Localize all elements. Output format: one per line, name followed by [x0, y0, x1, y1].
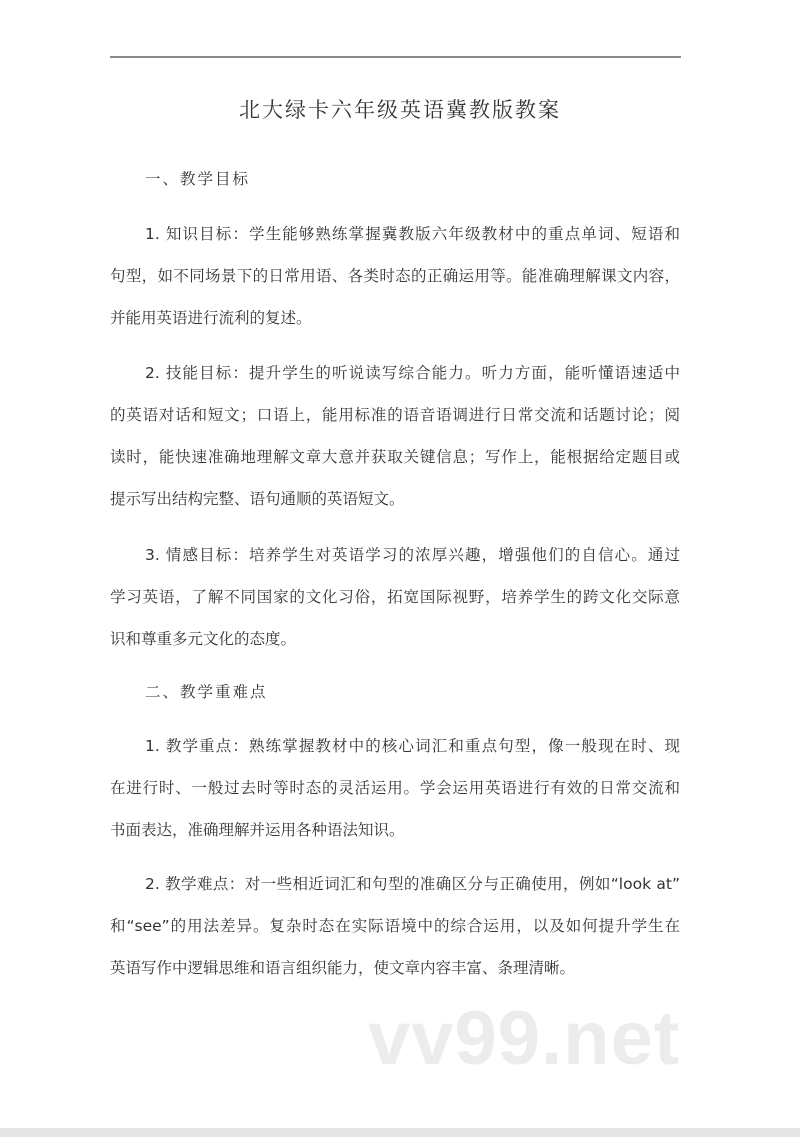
text-line: 2. 技能目标：提升学生的听说读写综合能力。听力方面，能听懂语速适中 [145, 364, 680, 382]
text-line: 识和尊重多元文化的态度。 [110, 630, 297, 648]
section-heading-objectives: 一、教学目标 [145, 170, 251, 188]
paragraph-knowledge-objective [110, 223, 680, 349]
text-line: 1. 教学重点：熟练掌握教材中的核心词汇和重点句型，像一般现在时、现 [145, 737, 680, 755]
section-heading-key-points: 二、教学重难点 [145, 683, 268, 701]
text-line: 学习英语，了解不同国家的文化习俗，拓宽国际视野，培养学生的跨文化交际意 [110, 588, 680, 606]
watermark: vv99.net [368, 996, 681, 1081]
text-line: 1. 知识目标：学生能够熟练掌握冀教版六年级教材中的重点单词、短语和 [145, 225, 680, 243]
page-bottom-edge [0, 1128, 800, 1137]
text-line: 并能用英语进行流利的复述。 [110, 309, 312, 327]
text-line: 书面表达，准确理解并运用各种语法知识。 [110, 821, 405, 839]
document-title: 北大绿卡六年级英语冀教版教案 [239, 98, 561, 122]
text-line: 和“see”的用法差异。复杂时态在实际语境中的综合运用，以及如何提升学生在 [110, 917, 680, 935]
text-line: 在进行时、一般过去时等时态的灵活运用。学会运用英语进行有效的日常交流和 [110, 779, 680, 797]
header-rule [110, 56, 681, 58]
text-line: 读时，能快速准确地理解文章大意并获取关键信息；写作上，能根据给定题目或 [110, 448, 680, 466]
text-line: 英语写作中逻辑思维和语言组织能力，使文章内容丰富、条理清晰。 [110, 959, 576, 977]
text-line: 3. 情感目标：培养学生对英语学习的浓厚兴趣，增强他们的自信心。通过 [145, 546, 680, 564]
text-line: 句型，如不同场景下的日常用语、各类时态的正确运用等。能准确理解课文内容， [110, 267, 680, 285]
paragraph-skill-objective [110, 362, 680, 530]
paragraph-teaching-focus [110, 735, 680, 861]
paragraph-teaching-difficulty [110, 873, 680, 999]
text-line: 提示写出结构完整、语句通顺的英语短文。 [110, 490, 405, 508]
text-line: 的英语对话和短文；口语上，能用标准的语音语调进行日常交流和话题讨论；阅 [110, 406, 680, 424]
paragraph-emotional-objective [110, 544, 680, 670]
text-line: 2. 教学难点：对一些相近词汇和句型的准确区分与正确使用，例如“look at” [145, 875, 680, 893]
